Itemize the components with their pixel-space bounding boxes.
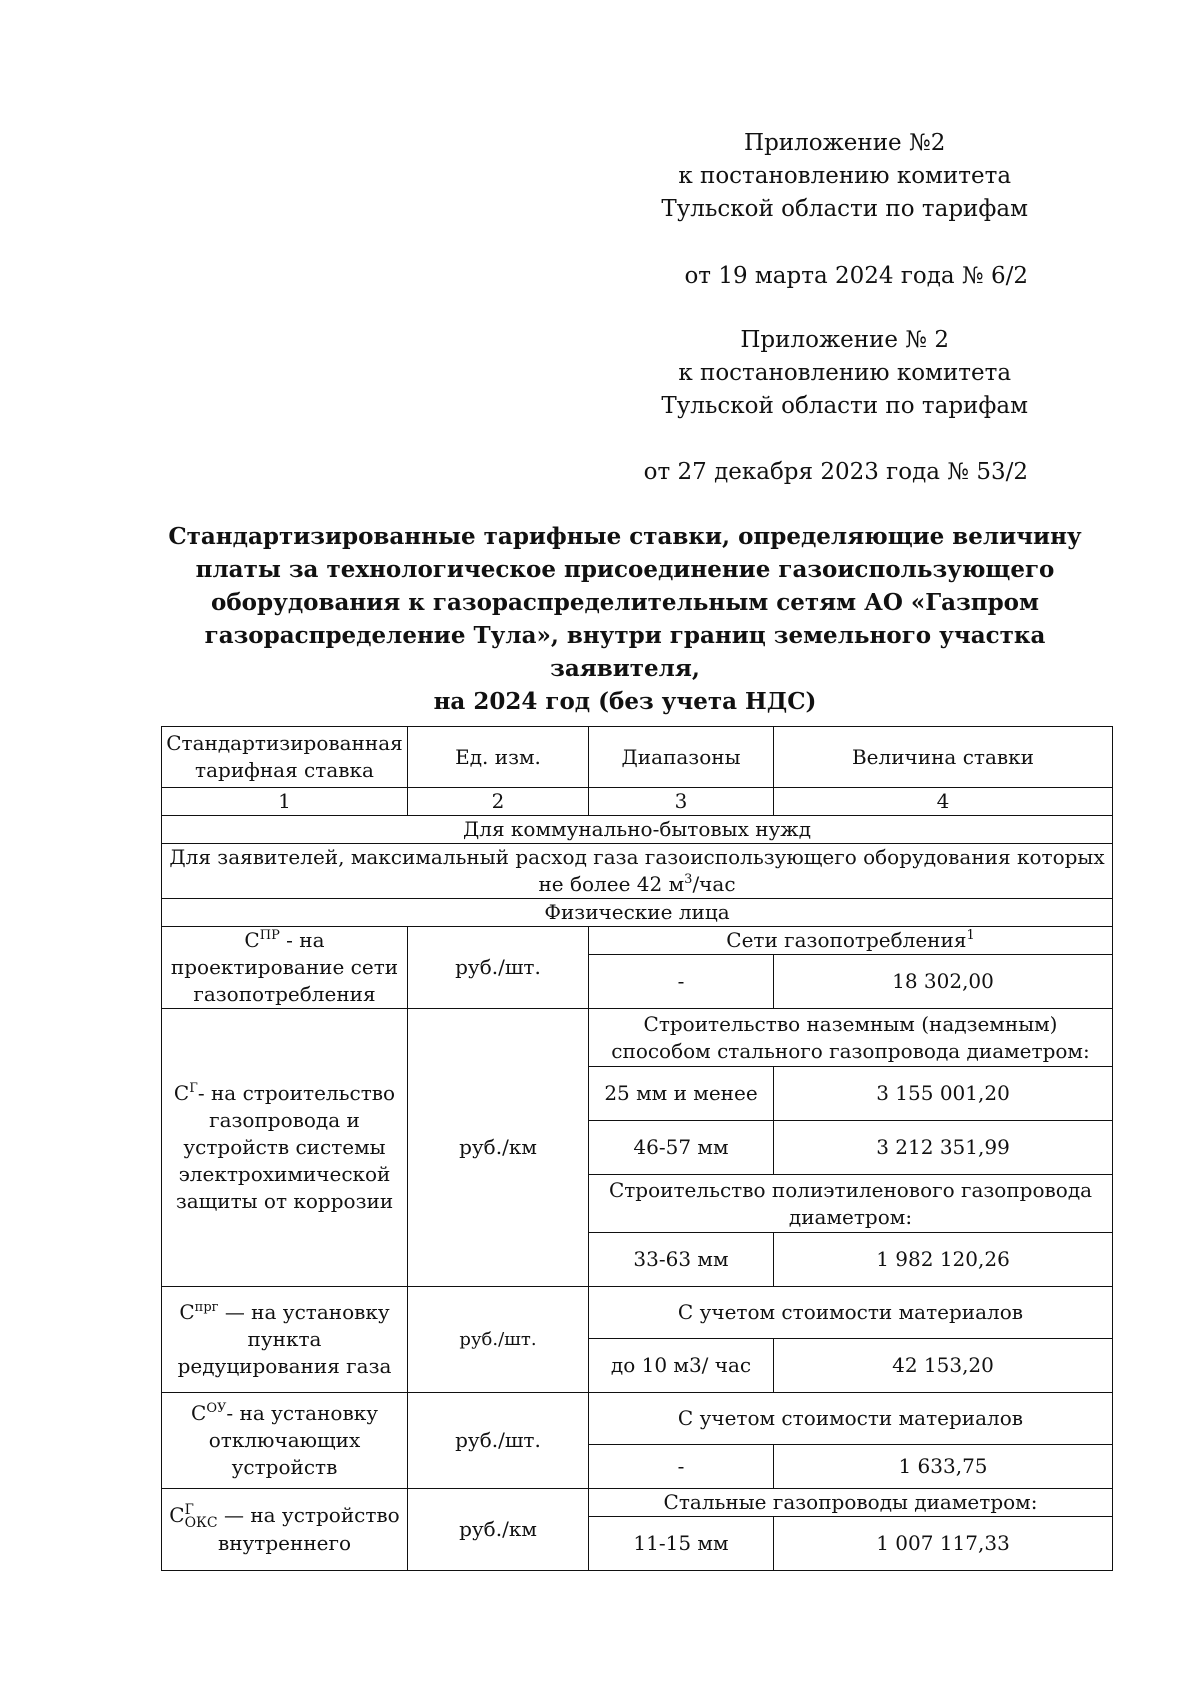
unit-cell: руб./км [408, 1009, 589, 1287]
unit-cell: руб./км [408, 1489, 589, 1571]
title-line: Стандартизированные тарифные ставки, определяющие величину [168, 523, 1082, 550]
range-cell: 46-57 мм [589, 1121, 774, 1175]
table-row [162, 1489, 1113, 1517]
column-header: Величина ставки [774, 727, 1113, 788]
table-row [162, 1287, 1113, 1339]
column-number: 3 [589, 788, 774, 816]
appendix-date-current [684, 260, 1028, 293]
column-number: 2 [408, 788, 589, 816]
subheader-cell: С учетом стоимости материалов [589, 1393, 1113, 1445]
header-line: Тульской области по тарифам [661, 393, 1028, 419]
rate-name-cell: $С^{ПР}$ - на проектирование сети газопотребления [162, 927, 408, 1009]
table-row [162, 1393, 1113, 1445]
value-cell: 18 302,00 [774, 955, 1113, 1009]
header-line: от 27 декабря 2023 года № 53/2 [643, 459, 1028, 485]
column-header: Диапазоны [589, 727, 774, 788]
header-line: к постановлению комитета [678, 163, 1012, 189]
section-label: Для заявителей, максимальный расход газа газоиспользующего оборудования которых не более 42 $м^3$/час [162, 844, 1113, 899]
appendix-header-current [661, 127, 1028, 226]
header-line: Приложение № 2 [740, 327, 950, 353]
range-cell: 25 мм и менее [589, 1067, 774, 1121]
rate-name-cell: $С^{прг}$ — на установку пункта редуцирования газа [162, 1287, 408, 1393]
unit-cell: руб./шт. [408, 1287, 589, 1393]
range-cell: - [589, 955, 774, 1009]
column-number: 1 [162, 788, 408, 816]
appendix-header-original [661, 324, 1028, 423]
value-cell: 1 633,75 [774, 1445, 1113, 1489]
header-line: Тульской области по тарифам [661, 196, 1028, 222]
value-cell: 3 212 351,99 [774, 1121, 1113, 1175]
range-cell: 33-63 мм [589, 1233, 774, 1287]
header-line: от 19 марта 2024 года № 6/2 [684, 263, 1028, 289]
rate-name-cell: $С^Г-$ на строительство газопровода и устройств системы электрохимической защиты от коррозии [162, 1009, 408, 1287]
table-header-row [162, 727, 1113, 788]
unit-cell: руб./шт. [408, 927, 589, 1009]
column-number-row [162, 788, 1113, 816]
range-cell: до 10 м3/ час [589, 1339, 774, 1393]
document-title [150, 520, 1100, 718]
header-line: к постановлению комитета [678, 360, 1012, 386]
subheader-cell: Строительство полиэтиленового газопровода диаметром: [589, 1175, 1113, 1233]
header-line: Приложение №2 [744, 130, 946, 156]
section-label: Физические лица [162, 899, 1113, 927]
section-label: Для коммунально-бытовых нужд [162, 816, 1113, 844]
title-line: оборудования к газораспределительным сетям АО «Газпром [211, 589, 1039, 616]
subheader-cell: Строительство наземным (надземным) способом стального газопровода диаметром: [589, 1009, 1113, 1067]
title-line: на 2024 год (без учета НДС) [433, 688, 817, 715]
value-cell: 1 982 120,26 [774, 1233, 1113, 1287]
subheader-cell: С учетом стоимости материалов [589, 1287, 1113, 1339]
column-number: 4 [774, 788, 1113, 816]
value-cell: 42 153,20 [774, 1339, 1113, 1393]
appendix-date-original [644, 456, 1028, 489]
tariff-table [161, 726, 1113, 1571]
table-row [162, 927, 1113, 955]
value-cell: 3 155 001,20 [774, 1067, 1113, 1121]
subheader-cell: Стальные газопроводы диаметром: [589, 1489, 1113, 1517]
table-row [162, 1009, 1113, 1067]
column-header: Стандартизированная тарифная ставка [162, 727, 408, 788]
title-line: газораспределение Тула», внутри границ земельного участка заявителя, [204, 622, 1046, 682]
title-line: платы за технологическое присоединение газоиспользующего [195, 556, 1055, 583]
range-cell: - [589, 1445, 774, 1489]
range-cell: 11-15 мм [589, 1517, 774, 1571]
section-row [162, 899, 1113, 927]
rate-name-cell: С Г ОКС — на устройство внутреннего [162, 1489, 408, 1571]
value-cell: 1 007 117,33 [774, 1517, 1113, 1571]
unit-cell: руб./шт. [408, 1393, 589, 1489]
rate-name-cell: $С^{ОУ}-$ на установку отключающих устройств [162, 1393, 408, 1489]
column-header: Ед. изм. [408, 727, 589, 788]
subheader-cell: Сети газопотребления$^1$ [589, 927, 1113, 955]
section-row [162, 844, 1113, 899]
section-row [162, 816, 1113, 844]
